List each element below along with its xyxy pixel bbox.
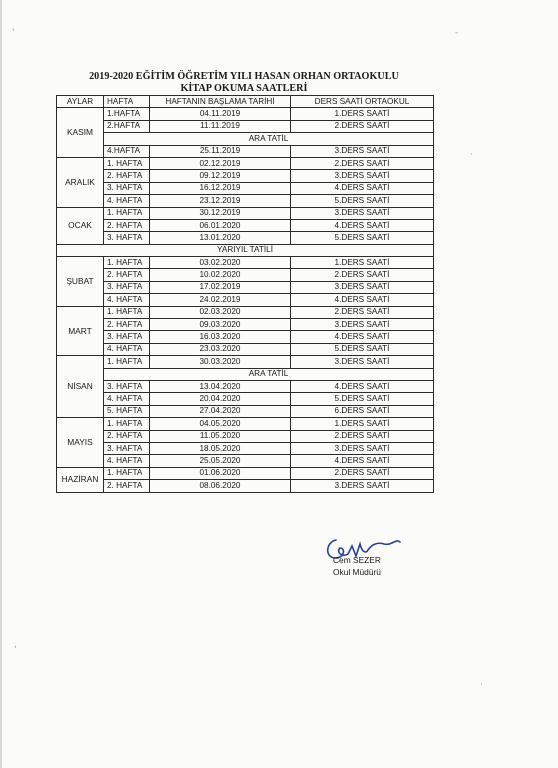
slot-cell: 4.DERS SAATİ — [291, 380, 434, 392]
date-cell: 13.01.2020 — [150, 232, 291, 244]
slot-cell: 4.DERS SAATİ — [291, 455, 434, 467]
date-cell: 01.06.2020 — [150, 467, 291, 479]
week-cell: 4.HAFTA — [104, 145, 150, 157]
slot-cell: 1.DERS SAATİ — [291, 418, 434, 430]
table-row — [57, 331, 434, 343]
date-cell: 13.04.2020 — [150, 380, 291, 392]
week-cell: 2. HAFTA — [104, 480, 150, 492]
slot-cell: 3.DERS SAATİ — [291, 356, 434, 368]
table-row — [57, 269, 434, 281]
table-row — [57, 442, 434, 454]
slot-cell: 2.DERS SAATİ — [291, 120, 434, 132]
slot-cell: 4.DERS SAATİ — [291, 219, 434, 231]
week-cell: 5. HAFTA — [104, 405, 150, 417]
slot-cell: 1.DERS SAATİ — [291, 257, 434, 269]
header-row — [57, 96, 434, 108]
slot-cell: 3.DERS SAATİ — [291, 207, 434, 219]
table-row — [57, 455, 434, 467]
month-cell: MART — [57, 306, 104, 356]
table-row — [57, 120, 434, 132]
date-cell: 06.01.2020 — [150, 219, 291, 231]
table-row — [57, 108, 434, 120]
table-row — [57, 157, 434, 169]
date-cell: 18.05.2020 — [150, 442, 291, 454]
week-cell: 3. HAFTA — [104, 331, 150, 343]
slot-cell: 3.DERS SAATİ — [291, 442, 434, 454]
table-row — [57, 430, 434, 442]
slot-cell: 3.DERS SAATİ — [291, 281, 434, 293]
week-cell: 1.HAFTA — [104, 108, 150, 120]
table-row — [57, 219, 434, 231]
week-cell: 4. HAFTA — [104, 294, 150, 306]
header-cell: HAFTA — [104, 96, 150, 108]
table-row — [57, 356, 434, 368]
holiday-row — [57, 133, 434, 145]
week-cell: 2.HAFTA — [104, 120, 150, 132]
week-cell: 3. HAFTA — [104, 182, 150, 194]
date-cell: 25.05.2020 — [150, 455, 291, 467]
week-cell: 4. HAFTA — [104, 393, 150, 405]
table-row — [57, 418, 434, 430]
week-cell: 4. HAFTA — [104, 195, 150, 207]
date-cell: 02.03.2020 — [150, 306, 291, 318]
slot-cell: 2.DERS SAATİ — [291, 467, 434, 479]
week-cell: 1. HAFTA — [104, 157, 150, 169]
month-cell: HAZİRAN — [57, 467, 104, 492]
date-cell: 17.02.2019 — [150, 281, 291, 293]
week-cell: 4. HAFTA — [104, 343, 150, 355]
week-cell: 1. HAFTA — [104, 306, 150, 318]
date-cell: 03.02.2020 — [150, 257, 291, 269]
week-cell: 3. HAFTA — [104, 281, 150, 293]
slot-cell: 4.DERS SAATİ — [291, 294, 434, 306]
week-cell: 2. HAFTA — [104, 319, 150, 331]
date-cell: 24.02.2019 — [150, 294, 291, 306]
week-cell: 1. HAFTA — [104, 418, 150, 430]
table-row — [57, 343, 434, 355]
date-cell: 10.02.2020 — [150, 269, 291, 281]
date-cell: 08.06.2020 — [150, 480, 291, 492]
table-row — [57, 294, 434, 306]
week-cell: 2. HAFTA — [104, 170, 150, 182]
holiday-cell: ARA TATİL — [104, 368, 434, 380]
holiday-cell: ARA TATİL — [104, 133, 434, 145]
table-row — [57, 480, 434, 492]
holiday-cell: YARIYIL TATİLİ — [57, 244, 434, 256]
week-cell: 3. HAFTA — [104, 380, 150, 392]
week-cell: 2. HAFTA — [104, 219, 150, 231]
date-cell: 25.11.2019 — [150, 145, 291, 157]
date-cell: 09.12.2019 — [150, 170, 291, 182]
slot-cell: 5.DERS SAATİ — [291, 232, 434, 244]
header-cell: AYLAR — [57, 96, 104, 108]
date-cell: 11.05.2020 — [150, 430, 291, 442]
week-cell: 4. HAFTA — [104, 455, 150, 467]
header-cell: DERS SAATİ ORTAOKUL — [291, 96, 434, 108]
slot-cell: 2.DERS SAATİ — [291, 306, 434, 318]
slot-cell: 2.DERS SAATİ — [291, 269, 434, 281]
slot-cell: 6.DERS SAATİ — [291, 405, 434, 417]
scan-edge — [0, 0, 2, 768]
date-cell: 11.11.2019 — [150, 120, 291, 132]
table-row — [57, 380, 434, 392]
slot-cell: 5.DERS SAATİ — [291, 343, 434, 355]
table-row — [57, 145, 434, 157]
table-row — [57, 170, 434, 182]
date-cell: 23.12.2019 — [150, 195, 291, 207]
month-cell: MAYIS — [57, 418, 104, 468]
date-cell: 16.12.2019 — [150, 182, 291, 194]
holiday-row — [57, 244, 434, 256]
week-cell: 2. HAFTA — [104, 269, 150, 281]
slot-cell: 1.DERS SAATİ — [291, 108, 434, 120]
slot-cell: 2.DERS SAATİ — [291, 157, 434, 169]
table-row — [57, 257, 434, 269]
month-cell: KASIM — [57, 108, 104, 158]
week-cell: 1. HAFTA — [104, 467, 150, 479]
date-cell: 27.04.2020 — [150, 405, 291, 417]
slot-cell: 4.DERS SAATİ — [291, 331, 434, 343]
table-row — [57, 306, 434, 318]
scan-noise: ' — [12, 28, 15, 38]
week-cell: 2. HAFTA — [104, 430, 150, 442]
date-cell: 02.12.2019 — [150, 157, 291, 169]
date-cell: 30.03.2020 — [150, 356, 291, 368]
week-cell: 1. HAFTA — [104, 356, 150, 368]
slot-cell: 4.DERS SAATİ — [291, 182, 434, 194]
month-cell: ARALIK — [57, 157, 104, 207]
week-cell: 1. HAFTA — [104, 207, 150, 219]
slot-cell: 3.DERS SAATİ — [291, 319, 434, 331]
date-cell: 04.11.2019 — [150, 108, 291, 120]
table-row — [57, 232, 434, 244]
month-cell: ŞUBAT — [57, 257, 104, 307]
table-row — [57, 405, 434, 417]
table-row — [57, 393, 434, 405]
scan-noise: · — [480, 680, 483, 690]
month-cell: NİSAN — [57, 356, 104, 418]
slot-cell: 3.DERS SAATİ — [291, 145, 434, 157]
month-cell: OCAK — [57, 207, 104, 244]
date-cell: 30.12.2019 — [150, 207, 291, 219]
table-row — [57, 281, 434, 293]
week-cell: 1. HAFTA — [104, 257, 150, 269]
date-cell: 04.05.2020 — [150, 418, 291, 430]
table-row — [57, 182, 434, 194]
signatory-name: Cem SEZER — [333, 555, 381, 565]
week-cell: 3. HAFTA — [104, 442, 150, 454]
table-row — [57, 319, 434, 331]
table-row — [57, 207, 434, 219]
slot-cell: 3.DERS SAATİ — [291, 480, 434, 492]
document-title: 2019-2020 EĞİTİM ÖĞRETİM YILI HASAN ORHAN ORTAOKULU — [89, 71, 399, 82]
schedule-table — [56, 95, 434, 493]
slot-cell: 5.DERS SAATİ — [291, 195, 434, 207]
date-cell: 16.03.2020 — [150, 331, 291, 343]
scan-noise: · — [470, 150, 473, 160]
slot-cell: 5.DERS SAATİ — [291, 393, 434, 405]
date-cell: 09.03.2020 — [150, 319, 291, 331]
scan-noise: - — [455, 28, 459, 38]
week-cell: 3. HAFTA — [104, 232, 150, 244]
date-cell: 23.03.2020 — [150, 343, 291, 355]
table-row — [57, 195, 434, 207]
header-cell: HAFTANIN BAŞLAMA TARİHİ — [150, 96, 291, 108]
date-cell: 20.04.2020 — [150, 393, 291, 405]
slot-cell: 3.DERS SAATİ — [291, 170, 434, 182]
signatory-role: Okul Müdürü — [333, 567, 381, 577]
table-row — [57, 467, 434, 479]
scan-noise: , — [14, 640, 17, 650]
holiday-row — [57, 368, 434, 380]
slot-cell: 2.DERS SAATİ — [291, 430, 434, 442]
document-subtitle: KİTAP OKUMA SAATLERİ — [180, 83, 308, 94]
